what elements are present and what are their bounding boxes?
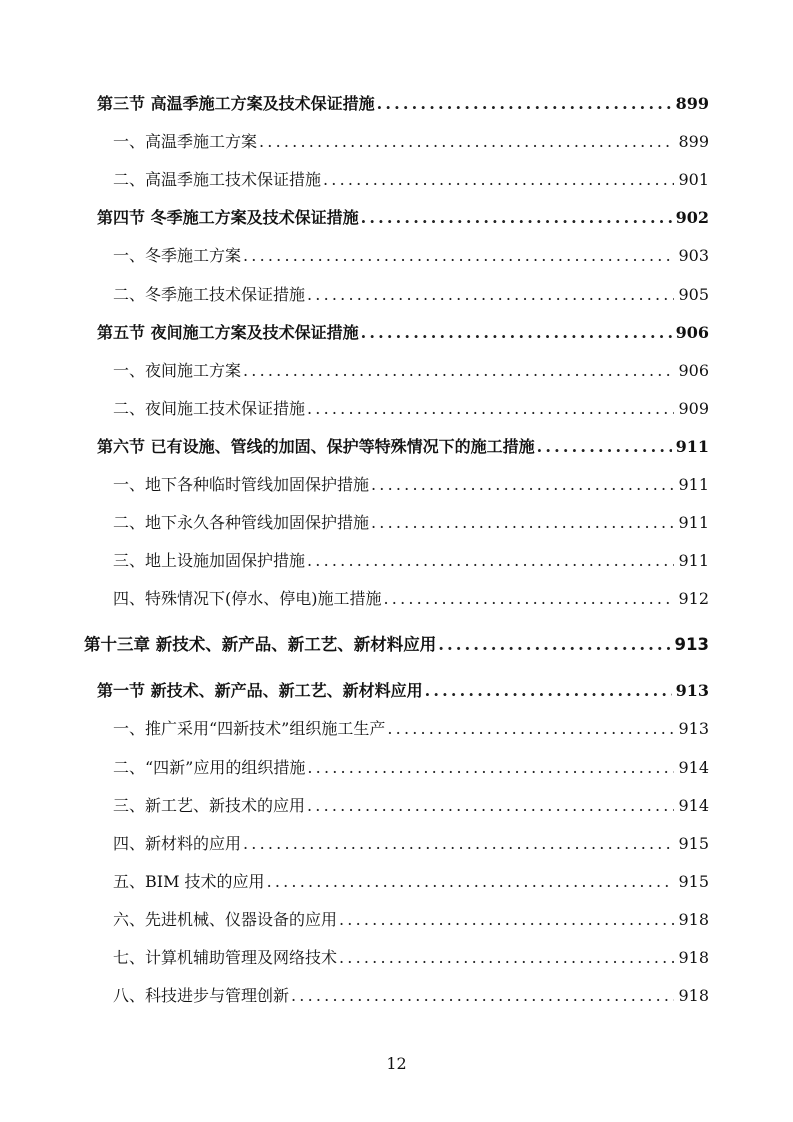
toc-entry[interactable]: [97, 206, 709, 230]
toc-entry-title: 五、BIM 技术的应用: [113, 872, 265, 891]
dot-leader: [323, 168, 674, 192]
dot-leader: [243, 832, 674, 856]
toc-entry-page: 906: [678, 361, 709, 380]
dot-leader: [267, 870, 675, 894]
dot-leader: [243, 359, 674, 383]
toc-entry-title: 二、冬季施工技术保证措施: [113, 285, 306, 304]
toc-entry-page: 902: [675, 208, 709, 227]
toc-entry-title: 一、冬季施工方案: [113, 246, 242, 265]
toc-entry[interactable]: [113, 756, 709, 780]
toc-entry-title: 一、高温季施工方案: [113, 132, 258, 151]
dot-leader: [384, 587, 675, 611]
dot-leader: [438, 633, 670, 657]
toc-entry-page: 905: [678, 285, 709, 304]
toc-entry-page: 899: [675, 94, 709, 113]
toc-entry-page: 909: [678, 399, 709, 418]
toc-entry-page: 918: [678, 986, 709, 1005]
toc-entry-page: 915: [678, 834, 709, 853]
toc-entry-title: 二、高温季施工技术保证措施: [113, 170, 322, 189]
dot-leader: [243, 244, 674, 268]
toc-entry[interactable]: [97, 435, 709, 459]
toc-entry-title: 第一节 新技术、新产品、新工艺、新材料应用: [97, 681, 423, 700]
toc-entry[interactable]: [97, 679, 709, 703]
toc-entry-page: 911: [678, 475, 709, 494]
toc-entry-title: 第三节 高温季施工方案及技术保证措施: [97, 94, 375, 113]
dot-leader: [425, 679, 672, 703]
toc-entry[interactable]: [113, 244, 709, 268]
toc-entry-title: 六、先进机械、仪器设备的应用: [113, 910, 338, 929]
dot-leader: [259, 130, 674, 154]
dot-leader: [307, 756, 674, 780]
toc-entry[interactable]: [113, 717, 709, 741]
toc-entry-page: 903: [678, 246, 709, 265]
toc-entry-page: 913: [675, 681, 709, 700]
page-number: 12: [386, 1054, 407, 1073]
dot-leader: [361, 206, 672, 230]
toc-entry[interactable]: [113, 832, 709, 856]
toc-chapter-entry[interactable]: [84, 633, 709, 657]
toc-entry-title: 三、地上设施加固保护措施: [113, 551, 306, 570]
toc-entry-title: 第十三章 新技术、新产品、新工艺、新材料应用: [84, 635, 437, 654]
dot-leader: [307, 794, 674, 818]
toc-entry-page: 912: [678, 589, 709, 608]
dot-leader: [339, 946, 674, 970]
toc-entry-page: 911: [678, 513, 709, 532]
toc-entry[interactable]: [113, 168, 709, 192]
toc-entry-title: 第四节 冬季施工方案及技术保证措施: [97, 208, 359, 227]
dot-leader: [387, 717, 674, 741]
dot-leader: [307, 397, 674, 421]
toc-entry-title: 二、地下永久各种管线加固保护措施: [113, 513, 370, 532]
toc-entry-title: 七、计算机辅助管理及网络技术: [113, 948, 338, 967]
toc-entry[interactable]: [113, 359, 709, 383]
toc-entry-page: 913: [674, 635, 709, 654]
toc-entry[interactable]: [97, 92, 709, 116]
toc-entry-page: 911: [675, 437, 709, 456]
dot-leader: [307, 549, 674, 573]
toc-entry-title: 一、夜间施工方案: [113, 361, 242, 380]
toc-entry[interactable]: [97, 321, 709, 345]
dot-leader: [307, 283, 674, 307]
toc-entry-title: 二、“四新”应用的组织措施: [113, 758, 306, 777]
toc-entry-title: 四、特殊情况下(停水、停电)施工措施: [113, 589, 382, 608]
toc-entry[interactable]: [113, 130, 709, 154]
toc-entry-page: 918: [678, 948, 709, 967]
dot-leader: [371, 473, 674, 497]
dot-leader: [361, 321, 672, 345]
toc-entry[interactable]: [113, 511, 709, 535]
dot-leader: [291, 984, 674, 1008]
toc-entry[interactable]: [113, 946, 709, 970]
toc-entry-title: 三、新工艺、新技术的应用: [113, 796, 306, 815]
toc-entry[interactable]: [113, 473, 709, 497]
toc-entry-page: 914: [678, 796, 709, 815]
toc-entry-page: 899: [678, 132, 709, 151]
dot-leader: [371, 511, 674, 535]
toc-entry-page: 913: [678, 719, 709, 738]
toc-entry-title: 第五节 夜间施工方案及技术保证措施: [97, 323, 359, 342]
toc-entry[interactable]: [113, 397, 709, 421]
toc-entry-title: 一、地下各种临时管线加固保护措施: [113, 475, 370, 494]
toc-entry-page: 906: [675, 323, 709, 342]
toc-entry[interactable]: [113, 794, 709, 818]
toc-entry-title: 二、夜间施工技术保证措施: [113, 399, 306, 418]
toc-entry[interactable]: [113, 984, 709, 1008]
toc-entry-page: 901: [678, 170, 709, 189]
toc-entry-title: 八、科技进步与管理创新: [113, 986, 290, 1005]
toc-entry-page: 911: [678, 551, 709, 570]
toc-entry[interactable]: [113, 587, 709, 611]
toc-entry-page: 915: [678, 872, 709, 891]
dot-leader: [339, 908, 674, 932]
toc-entry[interactable]: [113, 908, 709, 932]
toc-entry-title: 四、新材料的应用: [113, 834, 242, 853]
toc-entry-page: 914: [678, 758, 709, 777]
toc-entry[interactable]: [113, 283, 709, 307]
dot-leader: [537, 435, 672, 459]
toc-entry-title: 第六节 已有设施、管线的加固、保护等特殊情况下的施工措施: [97, 437, 535, 456]
dot-leader: [377, 92, 672, 116]
toc-entry[interactable]: [113, 549, 709, 573]
toc-entry-page: 918: [678, 910, 709, 929]
toc-entry-title: 一、推广采用“四新技术”组织施工生产: [113, 719, 386, 738]
toc-entry[interactable]: [113, 870, 709, 894]
